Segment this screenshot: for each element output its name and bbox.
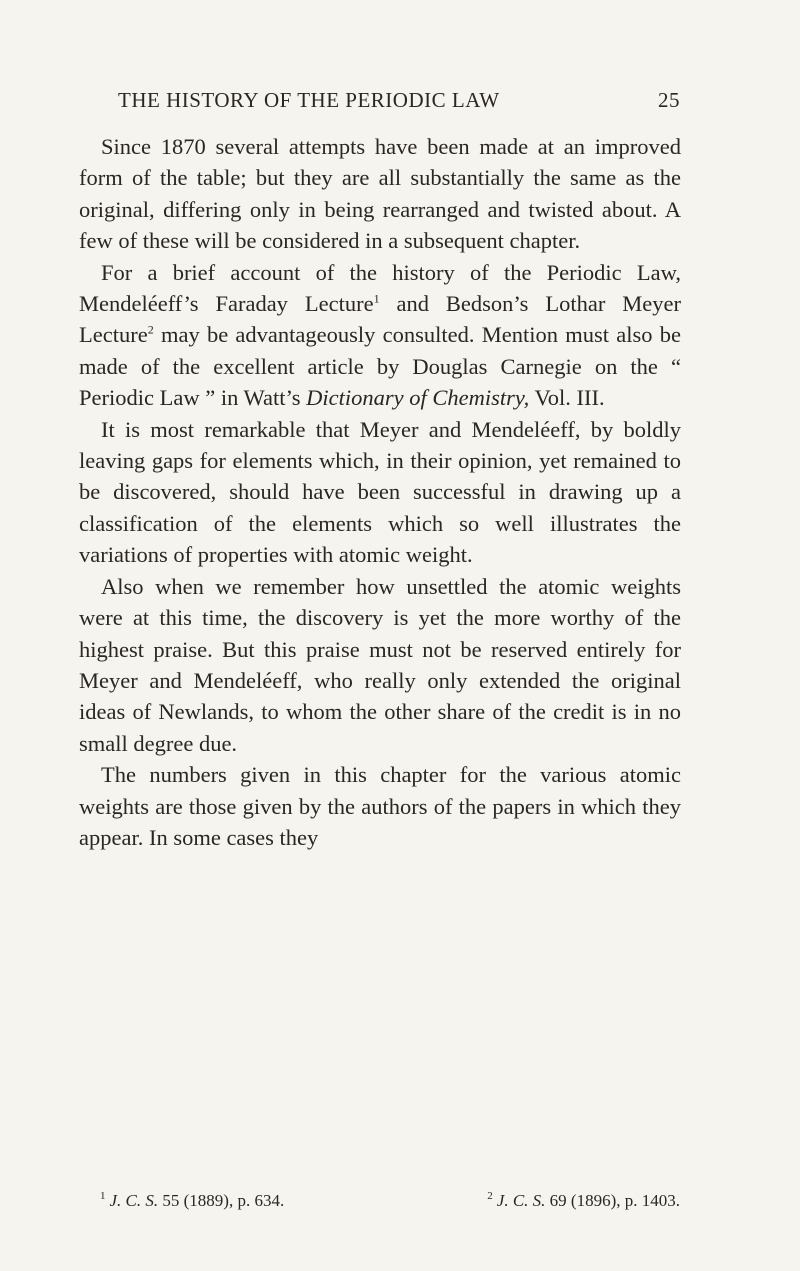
body-text [79,131,681,853]
footnote-1-citation: 55 (1889), p. 634. [158,1191,285,1210]
footnote-2 [487,1191,680,1211]
paragraph-2 [79,257,681,414]
running-head [118,88,680,113]
footnote-1 [100,1191,284,1211]
footnote-2-mark: 2 [487,1190,493,1203]
footnote-ref-1: 1 [373,291,380,306]
paragraph-2-text-b: and Bedson’s Lothar Meyer Lecture [79,291,681,348]
footnote-1-journal: J. C. S. [109,1191,159,1210]
dictionary-title: Dictionary of Chemistry, [306,385,530,411]
footnote-2-citation: 69 (1896), p. 1403. [545,1191,680,1210]
paragraph-5: The numbers given in this chapter for the various atomic weights are those given by the authors of the papers in which they appear. In some cases they [79,762,681,850]
footnotes [100,1191,680,1211]
paragraph-2-text-c: may be advantageously consulted. Mention must also be made of the excellent article by Douglas Carnegie on the “ Periodic Law ” in Watt’s [79,322,681,411]
paragraph-4: Also when we remember how unsettled the atomic weights were at this time, the discovery is yet the more worthy of the highest praise. But this praise must not be reserved entirely for Meyer and Mendeléeff, who really only extended the original ideas of Newlands, to whom the other share of the credit is in no small degree due. [79,573,681,756]
paragraph-2-text-d: Vol. III. [529,385,605,411]
paragraph-1: Since 1870 several attempts have been made at an improved form of the table; but they are all substantially the same as the original, differing only in being rearranged and twisted about. A few of these will be considered in a subsequent chapter. [79,134,681,254]
footnote-2-journal: J. C. S. [496,1191,546,1210]
page-number: 25 [658,88,680,112]
footnote-ref-2: 2 [147,322,154,337]
paragraph-2-text-a: For a brief account of the history of the Periodic Law, Mendeléeff’s Faraday Lecture [79,259,681,317]
footnote-1-mark: 1 [100,1190,106,1203]
paragraph-3: It is most remarkable that Meyer and Mendeléeff, by boldly leaving gaps for elements which, in their opinion, yet remained to be discovered, should have been successful in drawing up a classification of the elements which so well illustrates the variations of properties with atomic weight. [79,416,681,568]
running-head-title: THE HISTORY OF THE PERIODIC LAW [118,88,500,112]
